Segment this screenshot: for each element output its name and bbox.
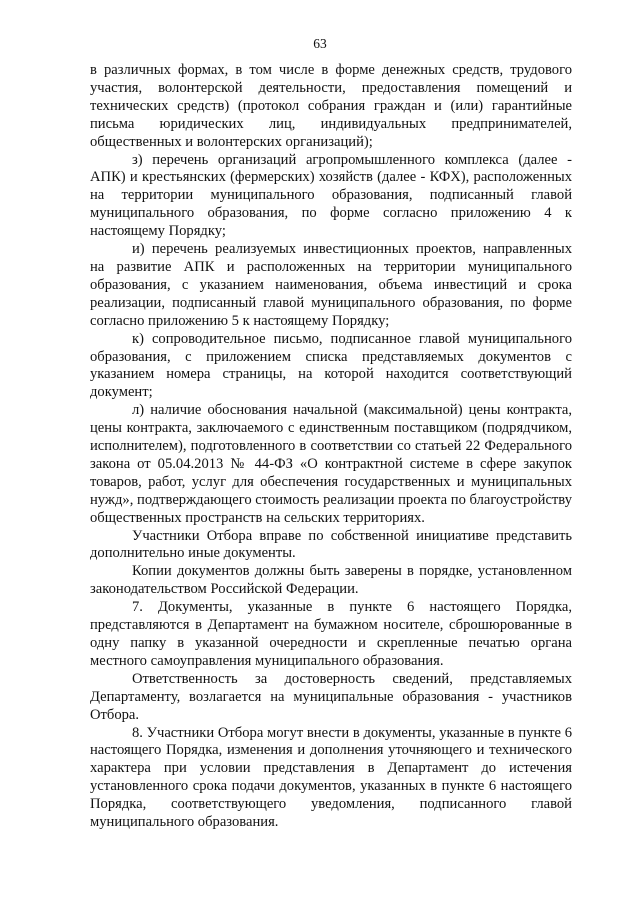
paragraph-item-l: л) наличие обоснования начальной (максимальной) цены контракта, цены контракта, заключаемого с единственным поставщиком (подрядчиком, исполнителем), подготовленного в соответствии со статьей 22 Федерального закона от 05.04.2013 № 44-ФЗ «О контрактной системе в сфере закупок товаров, работ, услуг для обеспечения государственных и муниципальных нужд», подтверждающего стоимость реализации проекта по благоустройству общественных пространств на сельских территориях. [90,402,572,526]
paragraph-continuation: в различных формах, в том числе в форме денежных средств, трудового участия, волонтерской деятельности, предоставления помещений и технических средств) (протокол собрания граждан и (или) гарантийные письма юридических лиц, индивидуальных предпринимателей, общественных и волонтерских организаций); [90,62,572,150]
paragraph-clause-8: 8. Участники Отбора могут внести в документы, указанные в пункте 6 настоящего Порядка, изменения и дополнения уточняющего и технического характера при условии представления в Департамент до истечения установленного срока подачи документов, указанных в пункте 6 настоящего Порядка, соответствующего уведомления, подписанного главой муниципального образования. [90,724,572,831]
paragraph-item-z: з) перечень организаций агропромышленного комплекса (далее - АПК) и крестьянских (фермерских) хозяйств (далее - КФХ), расположенных на территории муниципального образования, подписанный главой муниципального образования, по форме согласно приложению 4 к настоящему Порядку; [90,151,572,240]
paragraph-clause-7: 7. Документы, указанные в пункте 6 настоящего Порядка, представляются в Департамент на бумажном носителе, сброшюрованные в одну папку в указанной очередности и скрепленные печатью органа местного самоуправления муниципального образования. [90,599,572,669]
paragraph-item-i: и) перечень реализуемых инвестиционных проектов, направленных на развитие АПК и расположенных на территории муниципального образования, с указанием наименования, объема инвестиций и срока реализации, подписанный главой муниципального образования, по форме согласно приложению 5 к настоящему Порядку; [90,241,572,329]
document-body [90,62,572,832]
paragraph-copies-certification: Копии документов должны быть заверены в порядке, установленном законодательством Российской Федерации. [90,563,572,598]
paragraph-responsibility: Ответственность за достоверность сведений, представляемых Департаменту, возлагается на муниципальные образования - участников Отбора. [90,670,572,723]
paragraph-additional-documents: Участники Отбора вправе по собственной инициативе представить дополнительно иные документы. [90,527,572,562]
paragraph-item-k: к) сопроводительное письмо, подписанное главой муниципального образования, с приложением списка представляемых документов с указанием номера страницы, на которой находится соответствующий документ; [90,330,572,401]
page-number: 63 [313,36,327,51]
